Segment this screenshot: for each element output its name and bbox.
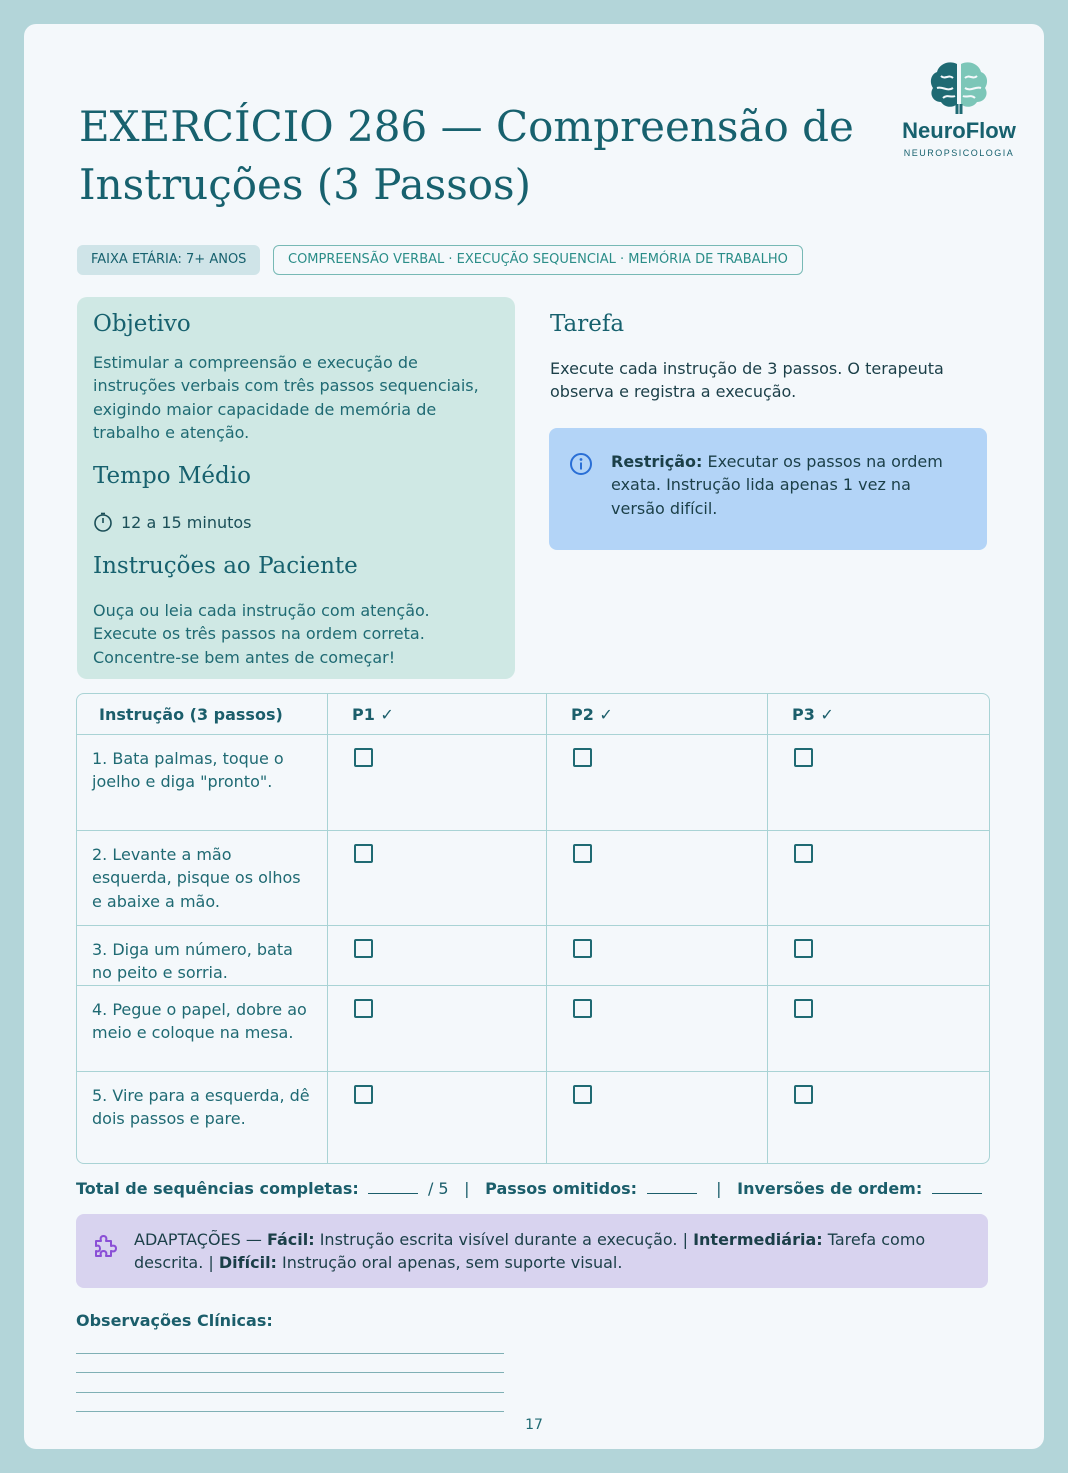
time-value: 12 a 15 minutos <box>121 512 252 532</box>
logo-name: NeuroFlow <box>902 118 1016 143</box>
brain-icon <box>927 58 991 116</box>
restriction-body: Executar os passos na ordem exata. Instrução lida apenas 1 vez na versão difícil. <box>611 452 943 518</box>
observation-line[interactable] <box>76 1353 504 1354</box>
time-row <box>93 512 252 532</box>
table-header-row <box>77 694 989 735</box>
page-number: 17 <box>525 1417 543 1433</box>
observation-line[interactable] <box>76 1392 504 1393</box>
logo-subtitle: NEUROPSICOLOGIA <box>903 148 1015 158</box>
checkbox-p3[interactable] <box>794 999 813 1018</box>
checkbox-p1[interactable] <box>354 939 373 958</box>
task-title: Tarefa <box>550 311 625 337</box>
instruction-table <box>76 693 990 1164</box>
puzzle-icon <box>92 1232 118 1258</box>
worksheet-page <box>24 24 1044 1449</box>
table-row <box>77 831 989 926</box>
stopwatch-icon <box>93 512 113 532</box>
checkbox-p2[interactable] <box>573 844 592 863</box>
checkbox-p1[interactable] <box>354 844 373 863</box>
totals-row <box>76 1179 986 1198</box>
page-title: EXERCÍCIO 286 — Compreensão de Instruções (3 Passos) <box>79 102 854 209</box>
patient-instructions-title: Instruções ao Paciente <box>93 553 358 579</box>
objective-text: Estimular a compreensão e execução de instruções verbais com três passos sequenciais, exigindo maior capacidade de memória de trabalho e atenção. <box>93 353 479 442</box>
objective-panel <box>77 297 515 679</box>
complete-sequences-field[interactable] <box>368 1180 418 1194</box>
header-instruction: Instrução (3 passos) <box>77 694 328 735</box>
restriction-callout <box>549 428 987 550</box>
header-p3: P3 ✓ <box>768 694 989 735</box>
order-inversions-field[interactable] <box>932 1180 982 1194</box>
checkbox-p2[interactable] <box>573 1085 592 1104</box>
hard-label: Difícil: <box>218 1253 277 1273</box>
table-row <box>77 1072 989 1163</box>
adaptations-prefix: ADAPTAÇÕES — <box>134 1230 267 1249</box>
complete-sequences-suffix: / 5 <box>427 1179 449 1198</box>
logo <box>894 58 1024 158</box>
observation-line[interactable] <box>76 1411 504 1412</box>
observations-label: Observações Clínicas: <box>76 1311 273 1330</box>
table-row <box>77 926 989 986</box>
omitted-steps-field[interactable] <box>647 1180 697 1194</box>
separator: | <box>716 1179 722 1198</box>
instruction-cell: 1. Bata palmas, toque o joelho e diga "pronto". <box>77 735 328 831</box>
patient-instructions-text: Ouça ou leia cada instrução com atenção. Execute os três passos na ordem correta. Concentre-se bem antes de começar! <box>93 601 430 667</box>
instruction-cell: 5. Vire para a esquerda, dê dois passos e pare. <box>77 1072 328 1163</box>
skills-tag: COMPREENSÃO VERBAL · EXECUÇÃO SEQUENCIAL · MEMÓRIA DE TRABALHO <box>273 245 803 275</box>
easy-label: Fácil: <box>266 1230 315 1249</box>
checkbox-p3[interactable] <box>794 1085 813 1104</box>
instruction-cell: 4. Pegue o papel, dobre ao meio e coloque na mesa. <box>77 986 328 1072</box>
complete-sequences-label: Total de sequências completas: <box>76 1179 359 1198</box>
intermediate-text: Tarefa como descrita. | <box>134 1230 926 1273</box>
easy-text: Instrução escrita visível durante a execução. | <box>314 1230 694 1249</box>
checkbox-p2[interactable] <box>573 939 592 958</box>
objective-title: Objetivo <box>93 311 191 337</box>
time-title: Tempo Médio <box>93 463 251 489</box>
checkbox-p2[interactable] <box>573 748 592 767</box>
checkbox-p2[interactable] <box>573 999 592 1018</box>
checkbox-p3[interactable] <box>794 939 813 958</box>
checkbox-p3[interactable] <box>794 844 813 863</box>
order-inversions-label: Inversões de ordem: <box>737 1179 923 1198</box>
header-p2: P2 ✓ <box>547 694 768 735</box>
info-icon <box>569 452 593 476</box>
omitted-steps-label: Passos omitidos: <box>485 1179 638 1198</box>
restriction-text <box>611 450 967 550</box>
instruction-cell: 2. Levante a mão esquerda, pisque os olhos e abaixe a mão. <box>77 831 328 926</box>
restriction-label: Restrição: <box>611 452 703 471</box>
table-row <box>77 735 989 831</box>
task-text: Execute cada instrução de 3 passos. O terapeuta observa e registra a execução. <box>550 359 944 402</box>
instruction-cell: 3. Diga um número, bata no peito e sorria. <box>77 926 328 986</box>
observation-line[interactable] <box>76 1372 504 1373</box>
checkbox-p1[interactable] <box>354 999 373 1018</box>
adaptations-text <box>134 1228 968 1288</box>
hard-text: Instrução oral apenas, sem suporte visual. <box>276 1253 623 1273</box>
separator: | <box>464 1179 470 1198</box>
age-range-tag: FAIXA ETÁRIA: 7+ ANOS <box>77 245 260 275</box>
adaptations-callout <box>76 1214 988 1288</box>
checkbox-p1[interactable] <box>354 748 373 767</box>
header-p1: P1 ✓ <box>328 694 547 735</box>
intermediate-label: Intermediária: <box>693 1230 823 1249</box>
checkbox-p1[interactable] <box>354 1085 373 1104</box>
table-row <box>77 986 989 1072</box>
checkbox-p3[interactable] <box>794 748 813 767</box>
